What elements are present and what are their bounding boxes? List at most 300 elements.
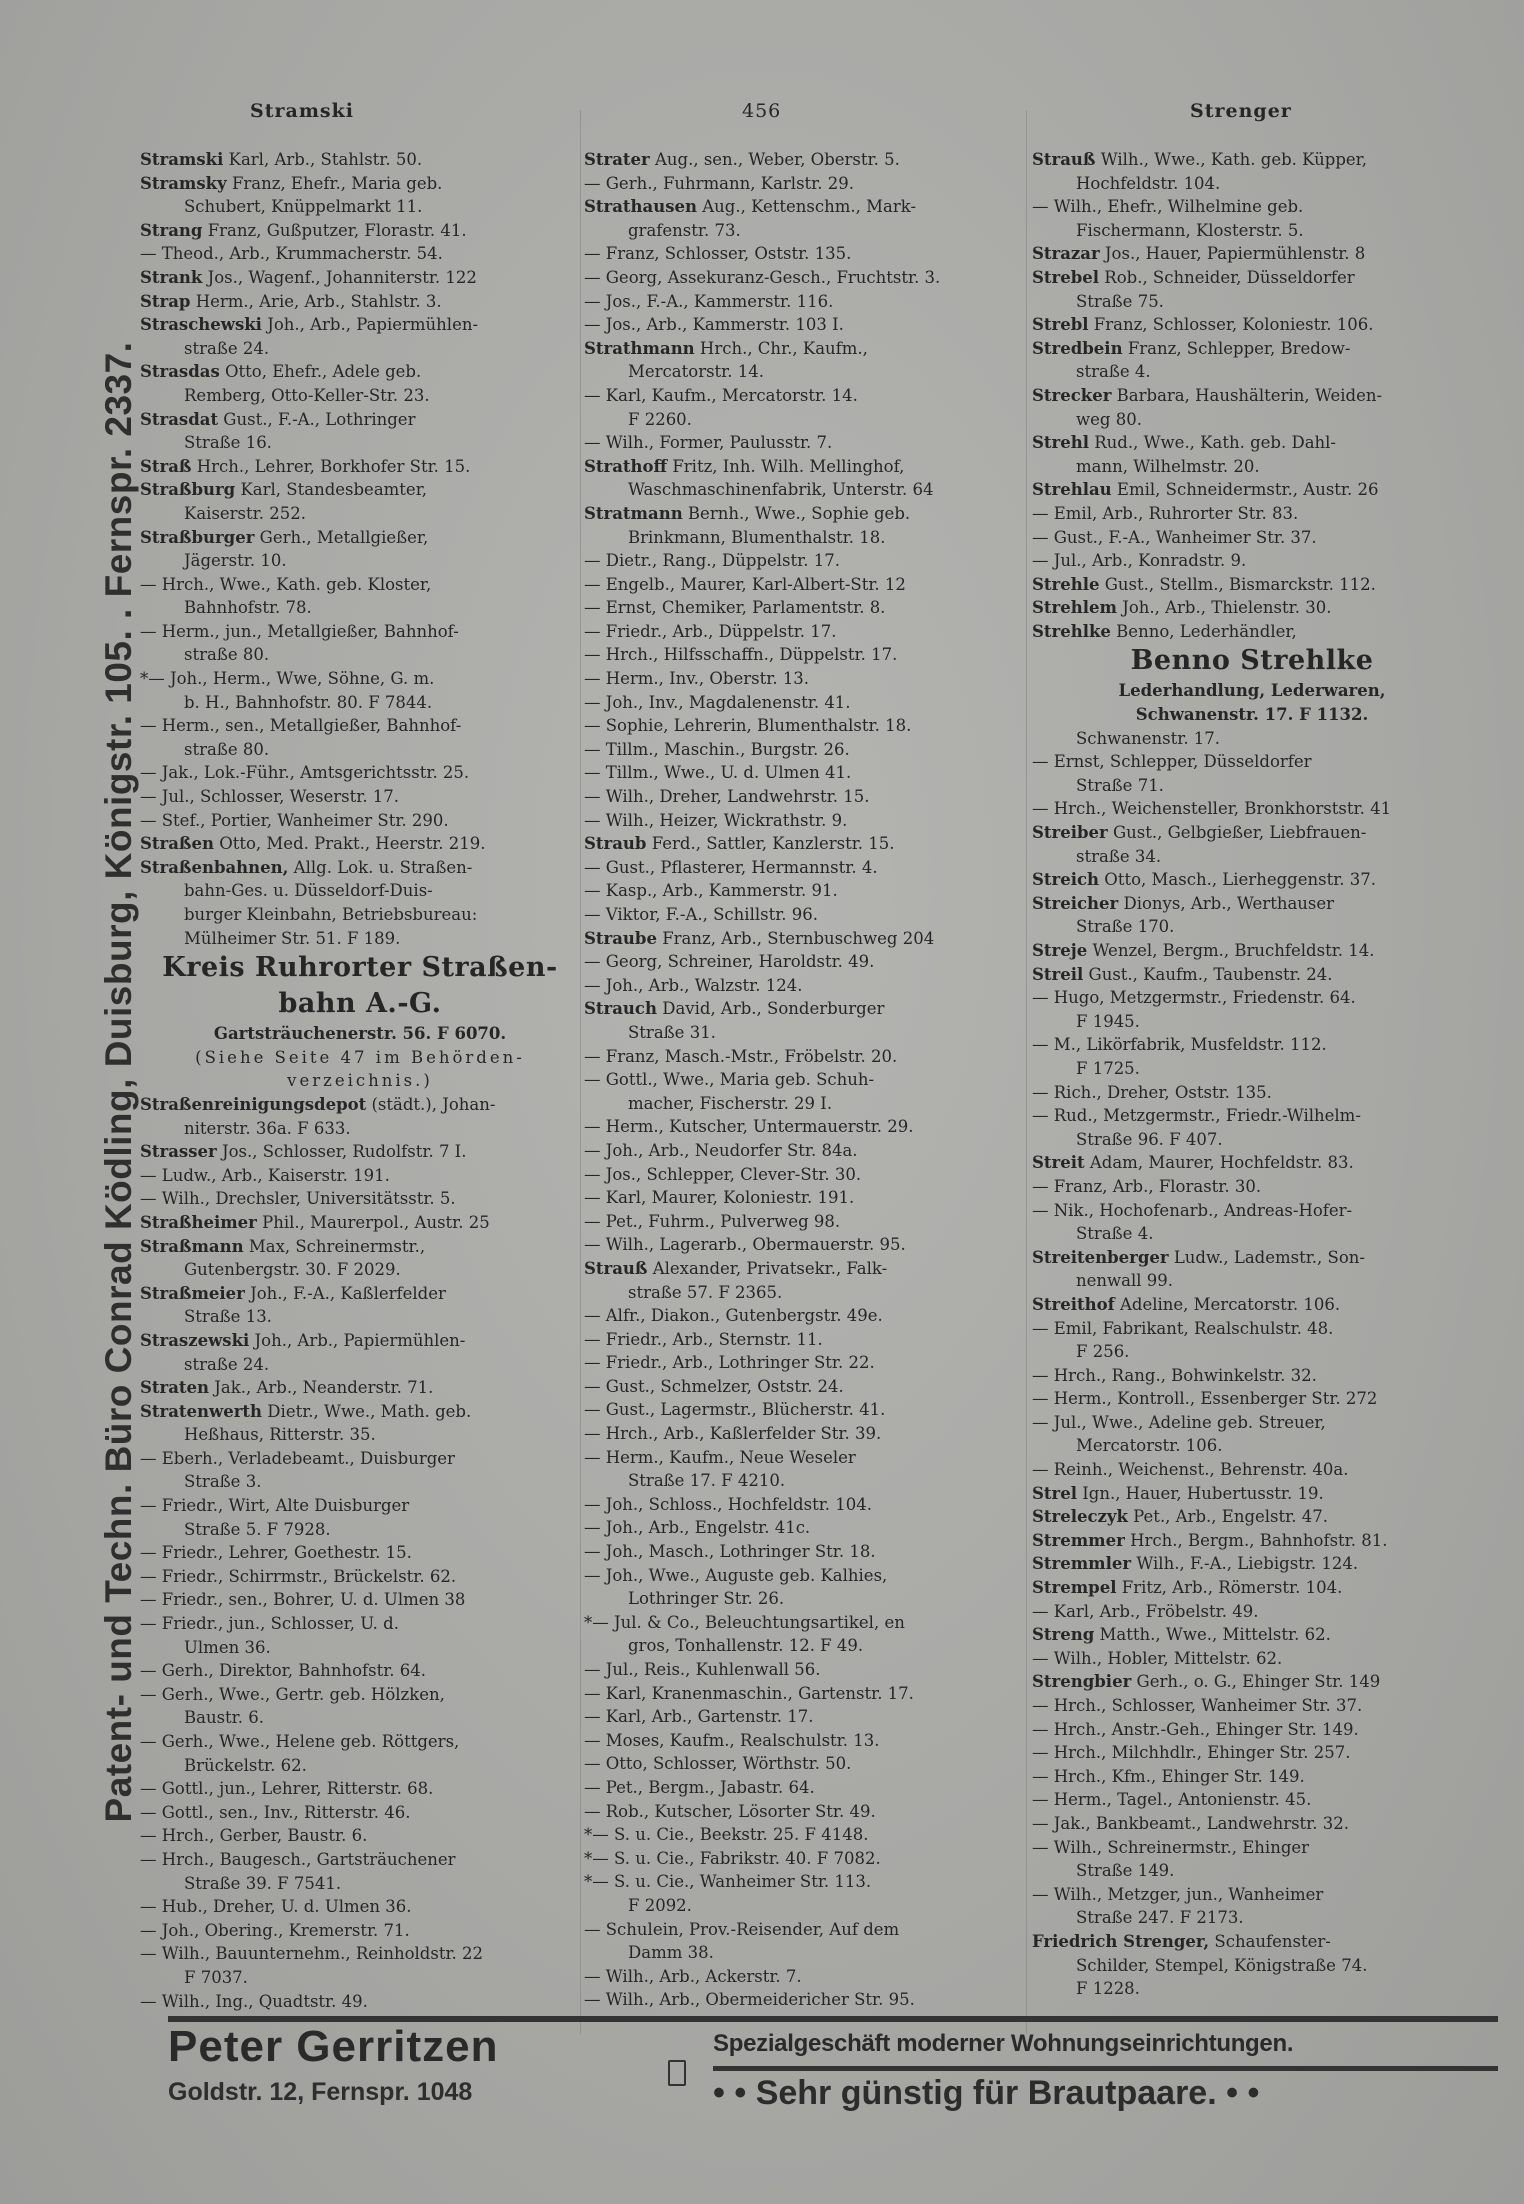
directory-entry xyxy=(140,408,580,432)
directory-entry xyxy=(584,927,1024,951)
directory-entry: — Tillm., Maschin., Burgstr. 26. xyxy=(584,739,850,759)
entry-details: Franz, Gußputzer, Florastr. 41. xyxy=(202,220,467,240)
directory-entry: — Emil, Arb., Ruhrorter Str. 83. xyxy=(1032,503,1299,523)
directory-entry: — Hrch., Milchhdlr., Ehinger Str. 257. xyxy=(1032,1743,1351,1763)
directory-entry xyxy=(140,266,580,290)
entry-details: Barbara, Haushälterin, Weiden- xyxy=(1111,385,1383,405)
directory-entry: — Jul., Wwe., Adeline geb. Streuer, xyxy=(1032,1412,1326,1432)
entry-details: Ferd., Sattler, Kanzlerstr. 15. xyxy=(646,834,895,854)
directory-entry xyxy=(1032,963,1472,987)
entry-details: Matth., Wwe., Mittelstr. 62. xyxy=(1094,1625,1331,1645)
directory-entry: — Wilh., Hobler, Mittelstr. 62. xyxy=(1032,1648,1283,1668)
directory-entry: — Friedr., Lehrer, Goethestr. 15. xyxy=(140,1543,412,1563)
directory-entry: — Pet., Bergm., Jabastr. 64. xyxy=(584,1777,815,1797)
directory-entry: — Hrch., Anstr.-Geh., Ehinger Str. 149. xyxy=(1032,1719,1359,1739)
entry-surname: Strengbier xyxy=(1032,1672,1132,1692)
entry-details: Gust., Gelbgießer, Liebfrauen- xyxy=(1107,823,1367,843)
entry-details: Adeline, Mercatorstr. 106. xyxy=(1114,1294,1341,1314)
entry-surname: Straßen xyxy=(140,834,214,854)
entry-continuation: Straße 31. xyxy=(628,1022,716,1042)
directory-entry: — Gottl., jun., Lehrer, Ritterstr. 68. xyxy=(140,1779,434,1799)
directory-entry: — Jos., Schlepper, Clever-Str. 30. xyxy=(584,1164,862,1184)
directory-entry: — Jul., Reis., Kuhlenwall 56. xyxy=(584,1660,821,1679)
directory-entry: — Gerh., Wwe., Helene geb. Röttgers, xyxy=(140,1732,460,1751)
entry-continuation: grafenstr. 73. xyxy=(628,220,741,240)
directory-entry: — Wilh., Lagerarb., Obermauerstr. 95. xyxy=(584,1235,906,1255)
entry-continuation: Straße 96. F 407. xyxy=(1076,1129,1223,1149)
directory-entry xyxy=(140,360,580,384)
directory-entry: — Jul., Schlosser, Weserstr. 17. xyxy=(140,787,400,807)
directory-entry: — Herm., Inv., Oberstr. 13. xyxy=(584,669,810,689)
entry-continuation: Damm 38. xyxy=(628,1943,714,1963)
directory-entry xyxy=(1032,1552,1472,1576)
directory-entry: — Wilh., Dreher, Landwehrstr. 15. xyxy=(584,787,870,807)
entry-continuation: straße 4. xyxy=(1076,362,1151,382)
directory-entry: — Ernst, Chemiker, Parlamentstr. 8. xyxy=(584,598,886,618)
directory-entry: — Wilh., Former, Paulusstr. 7. xyxy=(584,433,833,453)
directory-entry xyxy=(1032,337,1472,361)
directory-entry: — Hrch., Gerber, Baustr. 6. xyxy=(140,1826,368,1846)
running-head-left: Stramski xyxy=(250,100,355,122)
entry-details: Fritz, Arb., Römerstr. 104. xyxy=(1116,1578,1343,1598)
directory-entry xyxy=(1032,431,1472,455)
directory-entry: — Hrch., Weichensteller, Bronkhorststr. 41 xyxy=(1032,799,1392,819)
directory-entry: — Karl, Kaufm., Mercatorstr. 14. xyxy=(584,385,858,405)
entry-details: Karl, Arb., Stahlstr. 50. xyxy=(223,150,423,169)
directory-entry: — Joh., Wwe., Auguste geb. Kalhies, xyxy=(584,1565,888,1585)
directory-entry xyxy=(140,478,580,502)
entry-surname: Straßmeier xyxy=(140,1283,245,1303)
cross-reference-note: verzeichnis.) xyxy=(287,1071,433,1091)
directory-entry: — Herm., Kutscher, Untermauerstr. 29. xyxy=(584,1117,914,1137)
directory-entry: — Jos., Arb., Kammerstr. 103 I. xyxy=(584,315,844,335)
directory-entry: — Hrch., Arb., Kaßlerfelder Str. 39. xyxy=(584,1424,882,1444)
directory-entry: — Rud., Metzgermstr., Friedr.-Wilhelm- xyxy=(1032,1106,1361,1126)
entry-continuation: Schilder, Stempel, Königstraße 74. xyxy=(1076,1955,1368,1975)
entry-continuation: F 1945. xyxy=(1076,1011,1140,1031)
directory-entry: — Otto, Schlosser, Wörthstr. 50. xyxy=(584,1754,852,1774)
entry-continuation: Schwanenstr. 17. xyxy=(1076,728,1221,748)
entry-details: Bernh., Wwe., Sophie geb. xyxy=(682,503,911,523)
entry-details: Rob., Schneider, Düsseldorfer xyxy=(1099,267,1355,287)
cross-reference-note: (Siehe Seite 47 im Behörden- xyxy=(195,1047,525,1067)
directory-column-1 xyxy=(140,148,580,2013)
entry-surname: Strazar xyxy=(1032,244,1100,264)
entry-continuation: Mercatorstr. 14. xyxy=(628,362,764,382)
directory-entry xyxy=(140,1400,580,1424)
ad-rule xyxy=(713,2066,1498,2071)
entry-surname: Streicher xyxy=(1032,893,1119,913)
display-advertisement-heading: Benno Strehlke xyxy=(1130,645,1374,677)
directory-entry: — Gust., Lagermstr., Blücherstr. 41. xyxy=(584,1400,886,1420)
directory-column-2 xyxy=(584,148,1024,2012)
directory-entry xyxy=(140,172,580,196)
directory-entry xyxy=(1032,478,1472,502)
directory-entry: — Gerh., Wwe., Gertr. geb. Hölzken, xyxy=(140,1684,445,1704)
directory-entry: — Georg, Schreiner, Haroldstr. 49. xyxy=(584,952,875,972)
directory-entry: — Rich., Dreher, Oststr. 135. xyxy=(1032,1082,1272,1102)
entry-surname: Strebl xyxy=(1032,315,1089,335)
entry-surname: Streleczyk xyxy=(1032,1507,1128,1527)
entry-surname: Streich xyxy=(1032,870,1100,890)
entry-surname: Strater xyxy=(584,150,650,169)
entry-surname: Stremmer xyxy=(1032,1530,1125,1550)
entry-surname: Stratmann xyxy=(584,503,683,523)
directory-entry: — Tillm., Wwe., U. d. Ulmen 41. xyxy=(584,763,852,783)
directory-entry: *— Jul. & Co., Beleuchtungsartikel, en xyxy=(584,1612,905,1632)
directory-entry: — Karl, Arb., Fröbelstr. 49. xyxy=(1032,1601,1259,1621)
directory-entry xyxy=(1032,242,1472,266)
entry-surname: Streitenberger xyxy=(1032,1247,1169,1267)
entry-continuation: Straße 247. F 2173. xyxy=(1076,1908,1244,1928)
entry-details: Jos., Hauer, Papiermühlenstr. 8 xyxy=(1099,244,1366,264)
directory-entry: — Gust., F.-A., Wanheimer Str. 37. xyxy=(1032,527,1317,547)
directory-entry: — Friedr., Arb., Lothringer Str. 22. xyxy=(584,1353,875,1373)
entry-surname: Strank xyxy=(140,267,203,287)
directory-entry: — Gust., Pflasterer, Hermannstr. 4. xyxy=(584,857,878,877)
advertisement-line: Lederhandlung, Lederwaren, xyxy=(1118,681,1386,701)
entry-details: Jos., Wagenf., Johanniterstr. 122 xyxy=(202,267,477,287)
directory-entry: — Gottl., Wwe., Maria geb. Schuh- xyxy=(584,1070,875,1090)
entry-continuation: straße 80. xyxy=(184,739,270,759)
entry-continuation: Heßhaus, Ritterstr. 35. xyxy=(184,1425,376,1445)
directory-entry: — Herm., sen., Metallgießer, Bahnhof- xyxy=(140,716,462,736)
directory-entry xyxy=(1032,868,1472,892)
directory-entry: — Wilh., Metzger, jun., Wanheimer xyxy=(1032,1884,1324,1904)
entry-surname: Straßburg xyxy=(140,480,236,500)
entry-continuation: Straße 149. xyxy=(1076,1861,1175,1881)
directory-entry: — Hrch., Hilfsschaffn., Düppelstr. 17. xyxy=(584,645,898,665)
directory-entry: — Gerh., Direktor, Bahnhofstr. 64. xyxy=(140,1661,427,1681)
directory-entry xyxy=(584,195,1024,219)
entry-continuation: Straße 16. xyxy=(184,433,272,453)
directory-entry xyxy=(1032,1482,1472,1506)
entry-surname: Strasdat xyxy=(140,409,219,429)
directory-entry: *— S. u. Cie., Wanheimer Str. 113. xyxy=(584,1872,872,1892)
column-divider xyxy=(1026,110,1027,2034)
directory-entry xyxy=(1032,573,1472,597)
entry-surname: Strehlem xyxy=(1032,598,1117,618)
directory-entry: — Eberh., Verladebeamt., Duisburger xyxy=(140,1448,455,1468)
entry-surname: Strebel xyxy=(1032,267,1100,287)
entry-surname: Straßmann xyxy=(140,1236,244,1256)
directory-entry: — Friedr., jun., Schlosser, U. d. xyxy=(140,1614,399,1634)
entry-details: Franz, Schlosser, Koloniestr. 106. xyxy=(1088,315,1374,335)
entry-surname: Strempel xyxy=(1032,1578,1117,1598)
directory-entry: — Viktor, F.-A., Schillstr. 96. xyxy=(584,905,819,924)
entry-surname: Straßenbahnen, xyxy=(140,857,289,877)
directory-entry xyxy=(140,1282,580,1306)
entry-details: Gust., F.-A., Lothringer xyxy=(218,409,416,429)
entry-continuation: macher, Fischerstr. 29 I. xyxy=(628,1093,833,1113)
directory-entry xyxy=(1032,892,1472,916)
directory-entry: — Wilh., Bauunternehm., Reinholdstr. 22 xyxy=(140,1944,484,1964)
directory-entry: — M., Likörfabrik, Musfeldstr. 112. xyxy=(1032,1035,1327,1055)
entry-surname: Streje xyxy=(1032,941,1088,960)
directory-entry: — Wilh., Ehefr., Wilhelmine geb. xyxy=(1032,197,1304,217)
directory-entry: — Wilh., Drechsler, Universitätsstr. 5. xyxy=(140,1189,456,1209)
ad-address: Goldstr. 12, Fernspr. 1048 xyxy=(168,2078,473,2106)
entry-details: Otto, Med. Prakt., Heerstr. 219. xyxy=(213,834,486,854)
ad-business-name: Peter Gerritzen xyxy=(168,2022,499,2071)
entry-continuation: F 7037. xyxy=(184,1967,248,1987)
entry-surname: Strang xyxy=(140,220,203,240)
entry-surname: Strecker xyxy=(1032,385,1112,405)
directory-entry xyxy=(584,832,1024,856)
directory-entry: — Joh., Inv., Magdalenenstr. 41. xyxy=(584,692,851,712)
entry-continuation: straße 24. xyxy=(184,338,270,358)
directory-entry: — Joh., Schloss., Hochfeldstr. 104. xyxy=(584,1494,873,1514)
entry-details: Herm., Arie, Arb., Stahlstr. 3. xyxy=(190,291,442,311)
entry-continuation: straße 24. xyxy=(184,1354,270,1374)
entry-surname: Straschewski xyxy=(140,315,262,335)
entry-continuation: niterstr. 36a. F 633. xyxy=(184,1118,351,1138)
directory-entry: — Jul., Arb., Konradstr. 9. xyxy=(1032,551,1247,571)
entry-surname: Straub xyxy=(584,834,647,854)
directory-entry: — Herm., Kontroll., Essenberger Str. 272 xyxy=(1032,1389,1378,1409)
directory-entry: — Franz, Schlosser, Oststr. 135. xyxy=(584,244,852,264)
directory-entry: — Herm., Kaufm., Neue Weseler xyxy=(584,1447,856,1467)
directory-entry: — Friedr., Arb., Sternstr. 11. xyxy=(584,1329,823,1349)
directory-entry: — Nik., Hochofenarb., Andreas-Hofer- xyxy=(1032,1200,1353,1220)
directory-column-3 xyxy=(1032,148,1472,2001)
entry-continuation: Straße 3. xyxy=(184,1472,262,1492)
entry-continuation: straße 57. F 2365. xyxy=(628,1282,783,1302)
display-advertisement-heading: bahn A.-G. xyxy=(278,988,442,1020)
entry-continuation: Straße 75. xyxy=(1076,291,1164,311)
entry-continuation: Jägerstr. 10. xyxy=(184,551,287,571)
directory-entry xyxy=(584,148,1024,172)
directory-entry: — Gust., Schmelzer, Oststr. 24. xyxy=(584,1376,844,1396)
entry-surname: Strathoff xyxy=(584,456,668,476)
directory-entry xyxy=(584,337,1024,361)
entry-details: Wilh., Wwe., Kath. geb. Küpper, xyxy=(1095,150,1367,169)
entry-continuation: F 1725. xyxy=(1076,1058,1140,1078)
entry-details: Jos., Schlosser, Rudolfstr. 7 I. xyxy=(216,1142,467,1162)
directory-entry: — Friedr., sen., Bohrer, U. d. Ulmen 38 xyxy=(140,1590,466,1610)
directory-entry xyxy=(1032,1670,1472,1694)
entry-details: Karl, Standesbeamter, xyxy=(235,480,428,500)
display-advertisement-heading: Kreis Ruhrorter Straßen- xyxy=(162,952,558,984)
directory-entry: — Dietr., Rang., Düppelstr. 17. xyxy=(584,551,840,571)
directory-entry: — Wilh., Heizer, Wickrathstr. 9. xyxy=(584,810,848,830)
directory-entry: — Wilh., Arb., Obermeidericher Str. 95. xyxy=(584,1990,915,2010)
entry-surname: Streiber xyxy=(1032,823,1108,843)
entry-details: Gust., Kaufm., Taubenstr. 24. xyxy=(1083,964,1333,984)
entry-details: Gerh., o. G., Ehinger Str. 149 xyxy=(1131,1672,1381,1692)
directory-entry: — Hub., Dreher, U. d. Ulmen 36. xyxy=(140,1897,412,1917)
entry-continuation: Schubert, Knüppelmarkt 11. xyxy=(184,197,423,217)
directory-entry xyxy=(1032,620,1472,644)
advertisement-line: Schwanenstr. 17. F 1132. xyxy=(1135,705,1369,725)
entry-continuation: Straße 170. xyxy=(1076,917,1175,937)
entry-surname: Stramsky xyxy=(140,173,227,193)
advertisement-line: Gartsträuchenerstr. 56. F 6070. xyxy=(213,1024,507,1044)
directory-entry xyxy=(584,502,1024,526)
entry-continuation: Straße 17. F 4210. xyxy=(628,1471,786,1491)
directory-entry: — Hrch., Baugesch., Gartsträuchener xyxy=(140,1849,456,1869)
entry-details: Gust., Stellm., Bismarckstr. 112. xyxy=(1099,574,1376,594)
entry-surname: Streil xyxy=(1032,964,1084,984)
entry-details: Wenzel, Bergm., Bruchfeldstr. 14. xyxy=(1087,941,1375,960)
directory-entry xyxy=(1032,1529,1472,1553)
entry-surname: Straube xyxy=(584,928,657,948)
running-head-right: Strenger xyxy=(1190,100,1292,122)
entry-surname: Strel xyxy=(1032,1483,1077,1503)
entry-surname: Stremmler xyxy=(1032,1554,1132,1574)
entry-continuation: nenwall 99. xyxy=(1076,1271,1174,1291)
entry-continuation: Fischermann, Klosterstr. 5. xyxy=(1076,220,1304,240)
entry-details: Hrch., Bergm., Bahnhofstr. 81. xyxy=(1124,1530,1388,1550)
entry-continuation: gros, Tonhallenstr. 12. F 49. xyxy=(628,1636,864,1656)
entry-details: Ludw., Lademstr., Son- xyxy=(1168,1247,1365,1267)
directory-entry xyxy=(1032,596,1472,620)
entry-continuation: F 1228. xyxy=(1076,1979,1140,1999)
directory-entry: — Karl, Kranenmaschin., Gartenstr. 17. xyxy=(584,1683,914,1703)
directory-entry: — Stef., Portier, Wanheimer Str. 290. xyxy=(140,810,449,830)
directory-entry: — Joh., Obering., Kremerstr. 71. xyxy=(140,1920,410,1940)
entry-details: Franz, Arb., Sternbuschweg 204 xyxy=(656,928,935,948)
directory-entry: — Joh., Arb., Neudorfer Str. 84a. xyxy=(584,1140,858,1160)
directory-entry xyxy=(140,455,580,479)
directory-entry xyxy=(140,1093,580,1117)
sidebar-advertisement: Patent- und Techn. Büro Conrad Ködling, Duisburg, Königstr. 105. . Fernspr. 2337. xyxy=(98,341,139,1823)
directory-entry: — Rob., Kutscher, Lösorter Str. 49. xyxy=(584,1801,876,1821)
directory-entry xyxy=(1032,266,1472,290)
entry-continuation: straße 80. xyxy=(184,645,270,665)
entry-details: Max, Schreinermstr., xyxy=(243,1236,426,1256)
entry-continuation: Brückelstr. 62. xyxy=(184,1755,307,1775)
entry-details: Ign., Hauer, Hubertusstr. 19. xyxy=(1077,1483,1324,1503)
directory-entry xyxy=(584,455,1024,479)
entry-details: Rud., Wwe., Kath. geb. Dahl- xyxy=(1089,433,1337,453)
directory-entry xyxy=(140,1376,580,1400)
entry-continuation: weg 80. xyxy=(1076,409,1142,429)
footer-advertisement xyxy=(168,2008,1498,2118)
directory-entry xyxy=(140,1329,580,1353)
entry-details: Emil, Schneidermstr., Austr. 26 xyxy=(1111,480,1379,500)
directory-entry: — Hrch., Wwe., Kath. geb. Kloster, xyxy=(140,574,432,594)
entry-surname: Strathmann xyxy=(584,338,695,358)
entry-details: (städt.), Johan- xyxy=(366,1094,496,1114)
entry-details: Otto, Ehefr., Adele geb. xyxy=(219,362,422,382)
entry-surname: Straß xyxy=(140,456,192,476)
directory-entry: — Reinh., Weichenst., Behrenstr. 40a. xyxy=(1032,1460,1349,1480)
column-divider xyxy=(580,110,581,2034)
entry-details: Hrch., Lehrer, Borkhofer Str. 15. xyxy=(191,456,471,476)
directory-entry xyxy=(584,997,1024,1021)
entry-surname: Strasser xyxy=(140,1142,217,1162)
entry-continuation: Straße 5. F 7928. xyxy=(184,1519,331,1539)
entry-details: Joh., Arb., Thielenstr. 30. xyxy=(1116,598,1332,618)
directory-entry xyxy=(1032,939,1472,963)
entry-surname: Straszewski xyxy=(140,1330,250,1350)
directory-entry: — Joh., Arb., Engelstr. 41c. xyxy=(584,1518,811,1538)
directory-entry: — Hugo, Metzgermstr., Friedenstr. 64. xyxy=(1032,988,1356,1008)
entry-details: Aug., Kettenschm., Mark- xyxy=(697,197,917,217)
directory-entry: — Engelb., Maurer, Karl-Albert-Str. 12 xyxy=(584,574,906,594)
entry-details: Franz, Ehefr., Maria geb. xyxy=(226,173,443,193)
entry-details: Adam, Maurer, Hochfeldstr. 83. xyxy=(1084,1153,1354,1173)
entry-continuation: Mercatorstr. 106. xyxy=(1076,1436,1223,1456)
directory-entry: — Theod., Arb., Krummacherstr. 54. xyxy=(140,244,443,264)
directory-entry: — Joh., Masch., Lothringer Str. 18. xyxy=(584,1542,876,1562)
entry-details: Dietr., Wwe., Math. geb. xyxy=(262,1401,472,1421)
entry-surname: Strehlke xyxy=(1032,621,1111,641)
directory-entry: — Hrch., Rang., Bohwinkelstr. 32. xyxy=(1032,1365,1317,1385)
entry-details: Allg. Lok. u. Straßen- xyxy=(288,857,473,877)
directory-entry: — Gottl., sen., Inv., Ritterstr. 46. xyxy=(140,1802,411,1822)
directory-entry: — Franz, Masch.-Mstr., Fröbelstr. 20. xyxy=(584,1046,898,1066)
directory-entry: — Jak., Lok.-Führ., Amtsgerichtsstr. 25. xyxy=(140,763,470,783)
directory-entry xyxy=(1032,1930,1472,1954)
entry-details: Alexander, Privatsekr., Falk- xyxy=(647,1258,888,1278)
directory-entry: *— Joh., Herm., Wwe, Söhne, G. m. xyxy=(140,669,435,689)
entry-details: Jak., Arb., Neanderstr. 71. xyxy=(209,1378,434,1398)
entry-continuation: straße 34. xyxy=(1076,846,1162,866)
directory-entry: — Gerh., Fuhrmann, Karlstr. 29. xyxy=(584,173,854,193)
entry-continuation: Kaiserstr. 252. xyxy=(184,503,306,523)
directory-entry: *— S. u. Cie., Fabrikstr. 40. F 7082. xyxy=(584,1848,881,1868)
entry-details: Joh., Arb., Papiermühlen- xyxy=(261,315,479,335)
directory-entry: — Kasp., Arb., Kammerstr. 91. xyxy=(584,881,838,901)
directory-entry: — Friedr., Schirrmstr., Brückelstr. 62. xyxy=(140,1566,457,1586)
directory-entry: — Wilh., Ing., Quadtstr. 49. xyxy=(140,1991,368,2011)
page-number: 456 xyxy=(742,100,782,122)
entry-continuation: Ulmen 36. xyxy=(184,1637,271,1657)
entry-continuation: Waschmaschinenfabrik, Unterstr. 64 xyxy=(628,480,934,500)
directory-entry xyxy=(140,856,580,880)
entry-surname: Strasdas xyxy=(140,362,220,382)
entry-continuation: Straße 39. F 7541. xyxy=(184,1873,342,1893)
directory-entry xyxy=(1032,821,1472,845)
directory-entry: — Pet., Fuhrm., Pulverweg 98. xyxy=(584,1211,841,1231)
ad-slogan: • • Sehr günstig für Brautpaare. • • xyxy=(713,2074,1260,2112)
entry-details: Benno, Lederhändler, xyxy=(1110,621,1297,641)
entry-surname: Straten xyxy=(140,1378,210,1398)
directory-entry xyxy=(140,219,580,243)
entry-surname: Strathausen xyxy=(584,197,698,217)
ad-ornament-icon xyxy=(668,2060,686,2086)
entry-surname: Straßenreinigungsdepot xyxy=(140,1094,367,1114)
entry-surname: Stratenwerth xyxy=(140,1401,263,1421)
entry-surname: Friedrich Strenger, xyxy=(1032,1931,1210,1951)
entry-surname: Strauch xyxy=(584,999,657,1019)
entry-continuation: Mülheimer Str. 51. F 189. xyxy=(184,928,401,948)
directory-entry xyxy=(1032,1293,1472,1317)
directory-entry: — Friedr., Arb., Düppelstr. 17. xyxy=(584,621,837,641)
directory-entry xyxy=(140,1140,580,1164)
entry-continuation: Lothringer Str. 26. xyxy=(628,1589,785,1609)
directory-entry: — Hrch., Kfm., Ehinger Str. 149. xyxy=(1032,1766,1305,1786)
entry-continuation: burger Kleinbahn, Betriebsbureau: xyxy=(184,905,478,924)
entry-surname: Strauß xyxy=(584,1258,648,1278)
entry-details: Hrch., Chr., Kaufm., xyxy=(694,338,868,358)
directory-entry xyxy=(140,1235,580,1259)
directory-entry xyxy=(140,1211,580,1235)
entry-continuation: bahn-Ges. u. Düsseldorf-Duis- xyxy=(184,881,433,901)
directory-entry xyxy=(1032,148,1472,172)
directory-entry: — Franz, Arb., Florastr. 30. xyxy=(1032,1176,1262,1196)
entry-details: Phil., Maurerpol., Austr. 25 xyxy=(256,1212,490,1232)
entry-surname: Strehle xyxy=(1032,574,1100,594)
directory-entry xyxy=(140,526,580,550)
entry-surname: Straßburger xyxy=(140,527,255,547)
entry-details: Gerh., Metallgießer, xyxy=(254,527,429,547)
directory-entry: — Moses, Kaufm., Realschulstr. 13. xyxy=(584,1730,880,1750)
directory-entry: — Joh., Arb., Walzstr. 124. xyxy=(584,975,803,995)
directory-entry: — Wilh., Schreinermstr., Ehinger xyxy=(1032,1837,1310,1857)
